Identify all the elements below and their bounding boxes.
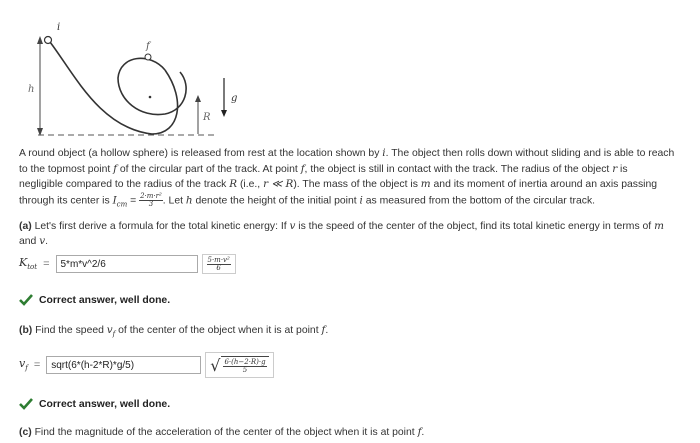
part-b-feedback: Correct answer, well done. [19, 398, 170, 410]
problem-line-3: negligible compared to the radius of the track R (i.e., r ≪ R). The mass of the object is m and its moment of inertia around an axis passing [19, 178, 658, 191]
h-label: h [28, 84, 35, 95]
part-a-question: (a) Let's first derive a formula for the total kinetic energy: If v is the speed of the center of the object, find its total kinetic energy in terms of m and v. [19, 220, 664, 247]
ball-top [145, 54, 151, 60]
problem-statement [19, 146, 691, 213]
checkmark-icon [19, 294, 33, 306]
equals-sign: = [43, 258, 50, 270]
ball-initial [45, 37, 52, 44]
part-c-question: (c) Find the magnitude of the acceleration of the center of the object when it is at point f. [19, 426, 425, 438]
g-arrow-head [221, 110, 227, 117]
vf-answer-input[interactable]: sqrt(6*(h-2*R)*g/5) [46, 356, 201, 374]
ktot-preview: $\frac{\text{5·m·v²}}{6}$ [202, 254, 236, 274]
h-arrow-top [37, 36, 43, 44]
equals-sign: = [33, 359, 41, 371]
loop-center [149, 96, 152, 99]
f-label: f [146, 41, 150, 52]
part-b-answer-row [19, 352, 274, 378]
track-diagram [0, 0, 700, 145]
ktot-answer-input[interactable]: 5*m*v^2/6 [56, 255, 198, 273]
part-a-answer-row [19, 254, 236, 274]
ktot-label: $K_{tot}$ [19, 256, 38, 272]
g-label: g [231, 93, 238, 104]
R-arrow-top [195, 95, 201, 102]
R-label: R [203, 112, 211, 123]
ramp-track [50, 42, 178, 134]
vf-preview: √ $\frac{6\cdot(h-2\cdot R)\cdot g}{5}$ [205, 352, 273, 378]
loop-track [118, 58, 186, 114]
part-a-feedback: Correct answer, well done. [19, 294, 170, 306]
checkmark-icon [19, 398, 33, 410]
problem-line-2: to the topmost point f of the circular part of the track. At point f, the object is still in contact with the track. The radius of the object r is [19, 162, 628, 175]
vf-label: $v_f$ [19, 357, 28, 373]
problem-line-4: through its center is $I_{cm}$ = $\frac{\text{2·m·r²}}{3}$ . Let h denote the height of the initial point i as measured from the bottom of the circular track. [19, 191, 596, 209]
part-b-question: (b) Find the speed $v_f$ of the center of the object when it is at point f. [19, 324, 329, 339]
problem-line-1: A round object (a hollow sphere) is released from rest at the location shown by i. The object then rolls down without sliding and is able to reach [19, 147, 675, 159]
i-label: i [57, 22, 61, 33]
